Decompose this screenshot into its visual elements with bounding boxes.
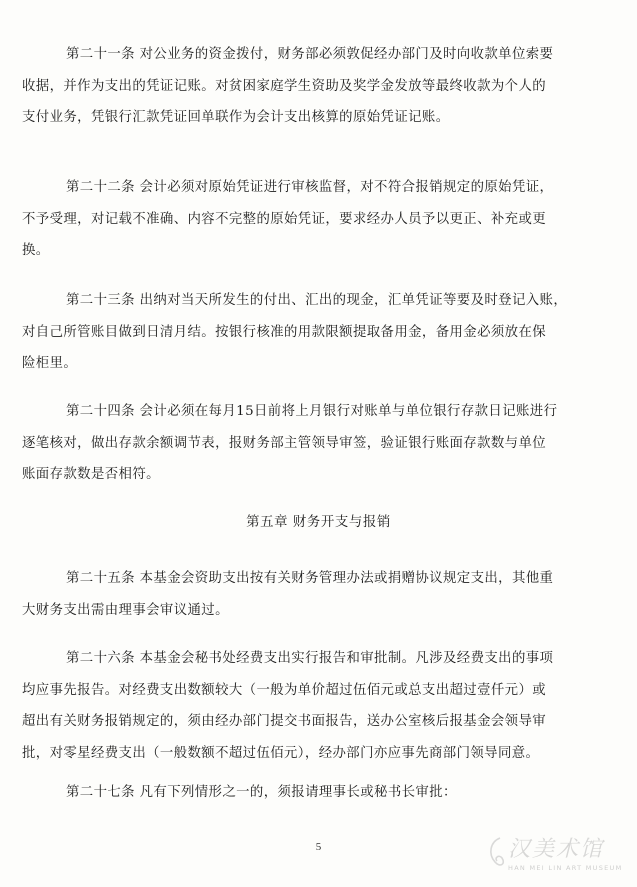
article-26-line-2: 均应事先报告。对经费支出数额较大（一般为单价超过伍佰元或总支出超过壹仟元）或 <box>22 682 547 698</box>
article-23 <box>22 285 626 380</box>
article-27 <box>66 777 626 809</box>
chapter-heading: 第五章 财务开支与报销 <box>246 515 391 530</box>
article-22-line-3: 换。 <box>22 243 50 258</box>
article-25 <box>22 563 626 626</box>
article-26-line-3: 超出有关财务报销规定的，须由经办部门提交书面报告，送办公室核后报基金会领导审 <box>22 714 547 729</box>
article-21 <box>22 39 626 134</box>
article-21-line-1: 第二十一条 对公业务的资金拨付，财务部必须敦促经办部门及时向收款单位索要 <box>66 47 554 62</box>
article-21-line-3: 支付业务，凭银行汇款凭证回单联作为会计支出核算的原始凭证记账。 <box>22 110 450 125</box>
watermark-swirl-icon <box>486 834 508 874</box>
article-25-line-1: 第二十五条 本基金会资助支出按有关财务管理办法或捐赠协议规定支出，其他重 <box>66 571 554 586</box>
article-23-line-3: 险柜里。 <box>22 356 78 371</box>
article-23-line-1: 第二十三条 出纳对当天所发生的付出、汇出的现金，汇单凭证等要及时登记入账， <box>66 293 568 308</box>
article-26-line-1: 第二十六条 本基金会秘书处经费支出实行报告和审批制。凡涉及经费支出的事项 <box>66 651 554 666</box>
article-22-line-1: 第二十二条 会计必须对原始凭证进行审核监督，对不符合报销规定的原始凭证， <box>66 180 554 195</box>
article-23-line-2: 对自己所管账目做到日清月结。按银行核准的用款限额提取备用金，备用金必须放在保 <box>22 324 547 340</box>
article-24 <box>22 396 626 491</box>
page-number: 5 <box>315 841 322 853</box>
article-22 <box>22 172 626 267</box>
article-24-line-2: 逐笔核对，做出存款余额调节表，报财务部主管领导审签，验证银行账面存款数与单位 <box>22 435 547 451</box>
article-26 <box>22 643 626 769</box>
museum-watermark <box>486 826 632 882</box>
article-24-line-3: 账面存款数是否相符。 <box>22 467 160 482</box>
article-25-line-2: 大财务支出需由理事会审议通过。 <box>22 602 229 618</box>
article-26-line-4: 批，对零星经费支出（一般数额不超过伍佰元），经办部门亦应事先商部门领导同意。 <box>22 745 540 761</box>
article-27-line-1: 第二十七条 凡有下列情形之一的，须报请理事长或秘书长审批： <box>66 785 457 800</box>
article-24-line-1: 第二十四条 会计必须在每月15日前将上月银行对账单与单位银行存款日记账进行 <box>66 404 558 419</box>
watermark-title: 汉美术馆 <box>508 837 605 862</box>
article-21-line-2: 收据，并作为支出的凭证记账。对贫困家庭学生资助及奖学金发放等最终收款为个人的 <box>22 78 547 94</box>
watermark-subtitle: HAN MEI LIN ART MUSEUM <box>508 864 623 872</box>
article-22-line-2: 不予受理，对记载不准确、内容不完整的原始凭证，要求经办人员予以更正、补充或更 <box>22 211 547 227</box>
